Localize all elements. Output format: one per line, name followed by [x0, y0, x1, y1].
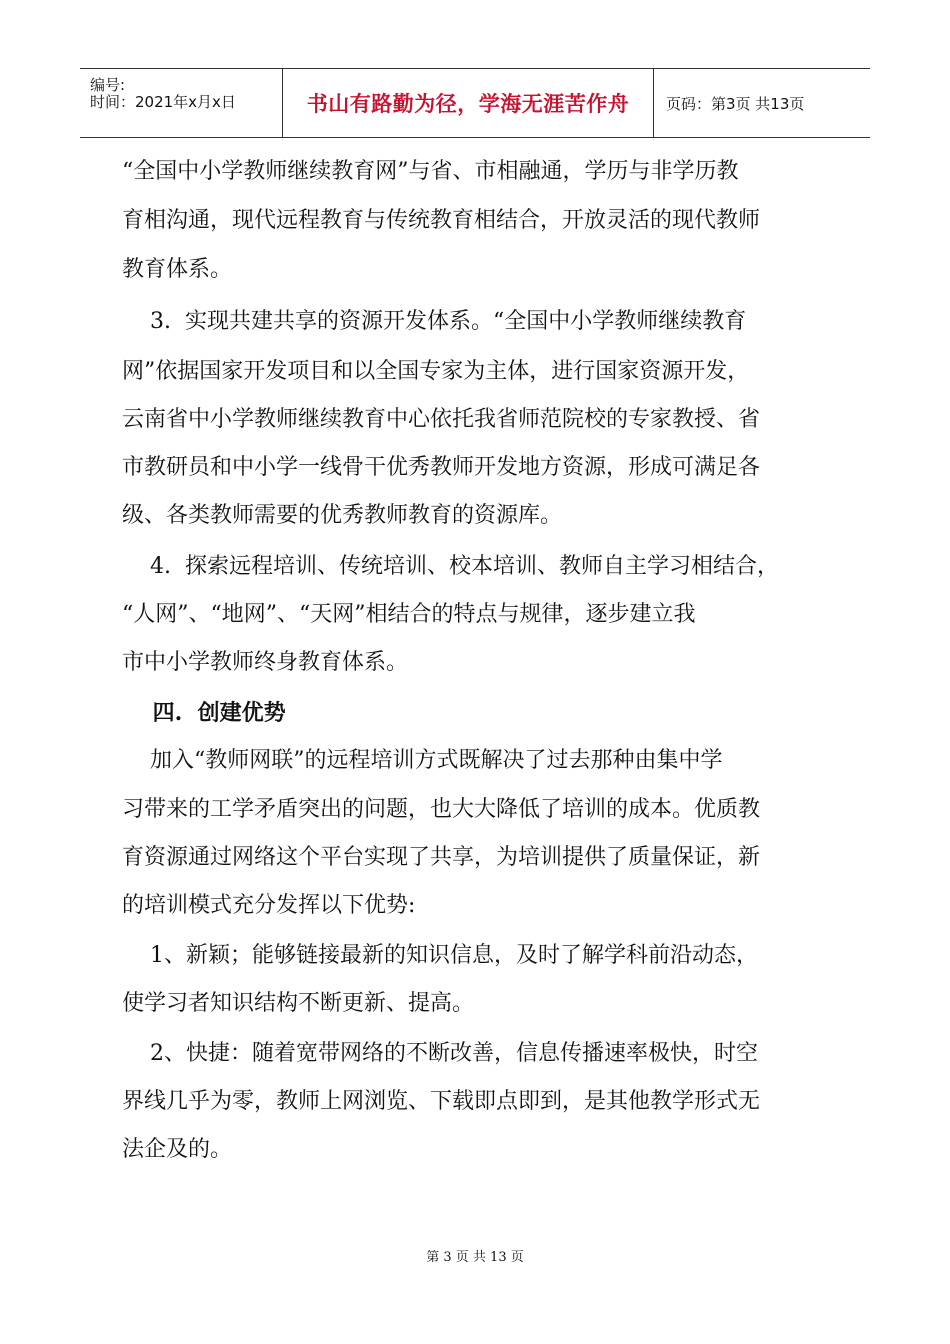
body-line: 法企及的。 — [122, 1137, 233, 1162]
body-line: 习带来的工学矛盾突出的问题，也大大降低了培训的成本。优质教 — [122, 797, 761, 822]
body-line: 育资源通过网络这个平台实现了共享，为培训提供了质量保证，新 — [122, 845, 761, 870]
header-meta-cell — [80, 69, 283, 137]
header-motto: 书山有路勤为径，学海无涯苦作舟 — [306, 92, 630, 116]
body-line: 加入“教师网联”的远程培训方式既解决了过去那种由集中学 — [122, 748, 723, 773]
body-line: 1、新颖；能够链接最新的知识信息，及时了解学科前沿动态， — [122, 943, 758, 968]
body-line: 教育体系。 — [122, 257, 233, 282]
page-footer: 第 3 页 共 13 页 — [426, 1250, 524, 1265]
body-line: “人网”、“地网”、“天网”相结合的特点与规律，逐步建立我 — [122, 602, 696, 627]
header-page-info: 页码：第3页 共13页 — [666, 94, 805, 113]
body-line: 育相沟通，现代远程教育与传统教育相结合，开放灵活的现代教师 — [122, 208, 761, 233]
body-line: 的培训模式充分发挥以下优势: — [122, 893, 416, 918]
body-line: 市中小学教师终身教育体系。 — [122, 650, 409, 675]
doc-time-label: 时间：2021年x月x日 — [90, 93, 236, 111]
body-line: 4. 探索远程培训、传统培训、校本培训、教师自主学习相结合， — [122, 554, 779, 579]
body-line: 网”依据国家开发项目和以全国专家为主体，进行国家资源开发， — [122, 359, 750, 384]
body-line: 界线几乎为零，教师上网浏览、下载即点即到，是其他教学形式无 — [122, 1089, 761, 1114]
body-line: 级、各类教师需要的优秀教师教育的资源库。 — [122, 503, 563, 528]
body-line: 2、快捷：随着宽带网络的不断改善，信息传播速率极快，时空 — [122, 1041, 758, 1066]
body-line: 云南省中小学教师继续教育中心依托我省师范院校的专家教授、省 — [122, 407, 761, 432]
body-line: 3. 实现共建共享的资源开发体系。“全国中小学教师继续教育 — [122, 309, 747, 334]
page-header — [80, 68, 870, 138]
body-line: “全国中小学教师继续教育网”与省、市相融通，学历与非学历教 — [122, 159, 739, 184]
body-line: 市教研员和中小学一线骨干优秀教师开发地方资源，形成可满足各 — [122, 455, 761, 480]
section-heading: 四. 创建优势 — [122, 700, 286, 726]
doc-number-label: 编号: — [90, 76, 126, 94]
body-line: 使学习者知识结构不断更新、提高。 — [122, 991, 475, 1016]
header-page-cell — [654, 69, 882, 137]
header-motto-cell — [283, 69, 654, 137]
